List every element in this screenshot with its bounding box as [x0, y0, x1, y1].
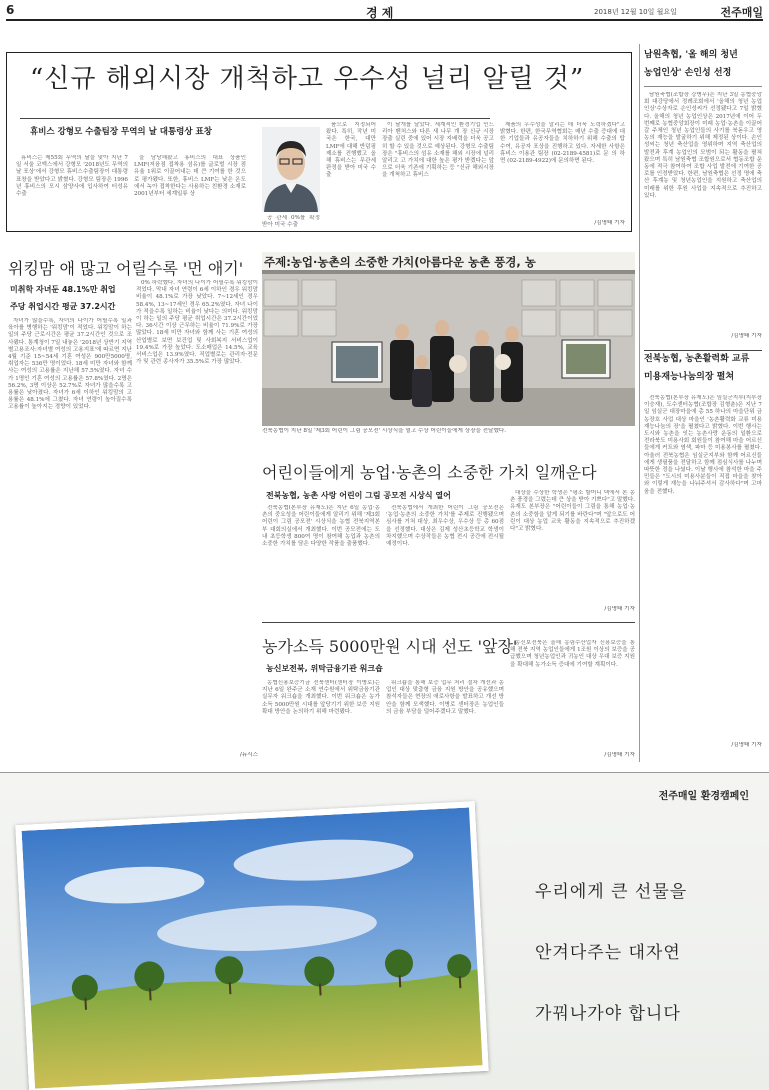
award-headline-1: 남원축협, '올 해의 청년 [644, 50, 738, 60]
photo-banner: 주제:농업·농촌의 소중한 가치(아름다운 농촌 풍경, 농 [264, 255, 536, 269]
portrait-photo [262, 127, 320, 212]
interview-subhead: 휴비스 강형모 수출팀장 무역의 날 대통령상 표창 [30, 127, 212, 137]
jobs-subhead-2: 주당 취업시간 평균 37.2시간 [10, 302, 116, 311]
interview-col-3: 품으로 지정되어 왔다. 특히, 작년 미국은 한국, 대만 LMF에 대해 반덤핑 제소를 진행했고 올해 휴비스는 무관세 판정을 받아 미국 수출 [326, 122, 376, 179]
divider [20, 118, 490, 119]
interview-col-4: 이 날개를 달았다. 세계적인 환경기업 인드리아 벤처스와 다른 새 나무 개 장 신규 시장 장출 실린 중에 있어 시장 지배력을 더욱 공고히 할 수 있을 것으로 예상된다. 강형모 수출팀장은 "휴비스의 섬유 소재를 해외 시장에 널리 알리고 고 가치에 대한 높은 평가 받겠다는 앞으로 더욱 기존에 기획하는 등 "신규 해외시장을 개척하고 휴비스 [382, 122, 494, 179]
page-number: 6 [6, 3, 15, 17]
jobs-col-1: 자녀가 많을수록, 자녀의 나이가 어릴수록 일과 육아를 병행하는 '워킹맘'이 적었다. 워킹맘이 하는 일의 주당 근로시간은 평균 37.2시간인 것으로 조사됐다. 통계청이 7일 내놓은 '2018년 상반기 지역별고용조사:자녀별 여성의 고용지표'에 따르면 지난 4월 기준 15~54세 기혼 여성은 900만5000명, 취업자는 536만 명이었다. 18세 미만 자녀와 함께 사는 여성의 고용률은 지난해 57.5%였다. 자녀 수가 1명인 기혼 여성의 고용률은 57.8%였다. 2명은 56.2%, 3명 이상은 52.7%로 자녀가 많을수록 고용률은 낮아졌다. 자녀가 6세 이하인 워킹맘의 고용률은 48.1%에 그쳤다. 자녀 연령이 높아질수록 고용률이 높아지는 경향이 있었다. [8, 318, 132, 411]
interview-headline: “신규 해외시장 개척하고 우수성 널리 알릴 것” [30, 64, 585, 94]
interview-col-5: 제품의 우수성을 알리는 데 더욱 노력하겠다"고 밝혔다. 한편, 한국무역협회는 매년 수출 증대에 대한 기업들과 유공자들을 치하하기 위해 수출의 탑 수여, 유공자 포상을 진행하고 있다. 자세한 사항은 휴비스 이용관 팀장 (02-2189-4581)로 문 의 하 면 (02-2189-4922)에 문의하면 된다. [500, 122, 625, 165]
environment-ad [0, 772, 769, 1090]
interview-col-1: 휴비스는 제55회 무역의 날을 맞아 지난 7일 서울 코엑스에서 강형모 '2018년도 무역의 날 포상'에서 강형모 휴비스수출팀장이 대통령 표창을 받았다고 밝혔다. 강형모 팀장은 1996년 휴비스의 모시 삼양사에 입사하여 터성유 수출 [16, 155, 128, 198]
ad-slogan-3: 가꿔나가야 합니다 [535, 1004, 681, 1024]
ad-campaign-title: 전주매일 환경캠페인 [658, 791, 749, 802]
interview-col-2: 을 담당해왔고 휴비스의 대표 상품인 LMF(저융점 접착용 섬유)를 글로벌 시장 점유율 1위로 이끌어내는 데 큰 기여를 한 것으로 평가됐다. 또한, 휴비스 LMF는 낮은 온도에서 녹아 접착한다는 사용하는 친환경 소재로 2001년부터 세계일류 상 [134, 155, 246, 198]
children-col-3: 대상을 수상한 학생은 "평소 할머니 댁에서 본 농촌 풍경을 그렸는데 큰 상을 받아 기쁘다"고 말했다. 유재도 본부장은 "어린이들이 그림을 통해 농업·농촌의 소중함을 알게 되기를 바란다"며 "앞으로도 어린이 대상 농업 교육 활동을 지속적으로 추진하겠다"고 밝혔다. [510, 490, 635, 533]
interview-col-3-tail: 공 관세 0%를 확정 받아 미국 수출 [262, 215, 320, 229]
photo-caption: 전북농협이 지난 8일 '제3회 어린이 그림 공모전' 시상식을 열고 수상 어린이들에게 상장을 전달했다. [262, 428, 507, 434]
column-divider [639, 44, 640, 762]
paper-name: 전주매일 [720, 6, 763, 19]
children-col-2: 전북농협에서 개최한 어린이 그림 공모전은 '농업·농촌의 소중한 가치'를 주제로 진행됐으며 심사를 거쳐 대상, 최우수상, 우수상 등 총 60점을 선정했다. 대상은 김제 성산초등학교 학생이 차지했으며 수상작들은 농협 전시 공간에 전시될 예정이다. [386, 505, 504, 548]
income-subhead: 농신보전북, 위탁금융기관 워크숍 [266, 664, 383, 673]
income-col-1: 농협신용보증기금 전북센터(센터장 이병로)는 지난 6일 완주군 소재 연수원에서 위탁금융기관 실무자 워크숍을 개최했다. 이번 워크숍은 농가소득 5000만원 시대를 앞당기기 위한 보증 지원 확대 방안을 논의하기 위해 마련됐다. [262, 680, 380, 715]
coop-headline-1: 전북농협, 농촌활력화 교류 [644, 354, 750, 364]
income-col-3: 농신보전북은 올해 농림수산업자 신용보증을 통해 전북 지역 농업인들에게 1조원 이상의 보증을 공급했으며 청년농업인과 귀농인 대상 우대 보증 지원을 확대해 농가소득 증대에 기여할 계획이다. [510, 640, 635, 668]
award-body: 남원축협(조합장 강병무)은 지난 3일 농협중앙회 대강당에서 정례조회에서 '올해의 청년 농업인상'수상자로 손인성씨가 선정됐다고 7일 밝혔다. 올해의 청년 농업인상은 2017년에 이어 두 번째로 농협중앙회장이 미래 농업·농촌을 이끌어갈 주체인 청년 농업인들의 사기를 북돋우고 영농의 재능을 발굴하기 위해 제정된 상이다. 손인성씨는 청년 축산업을 영위하며 지역 축산업의 발전과 후계 농업인의 모범이 되는 활동을 펼쳐 왔으며 특히 남원축협 조합원으로서 협동조합 운동에 적극 참여하여 조합 사업 발전에 기여한 공로를 인정받았다. 한편, 남원축협은 선정 명에 축산 후계농 및 청년농업인을 지원하고 축산업의 미래를 위한 후원 사업을 지속적으로 추진하고 있다. [644, 92, 762, 199]
award-byline: /김명태 기자 [731, 333, 762, 339]
issue-date: 2018년 12월 10일 월요일 [594, 8, 677, 16]
jobs-headline: 위킹맘 애 많고 어릴수록 '먼 애기' [8, 259, 244, 278]
children-subhead: 전북농협, 농촌 사랑 어린이 그림 공모전 시상식 열어 [266, 491, 451, 500]
children-byline: /김명태 기자 [604, 606, 635, 612]
nature-photo [15, 801, 489, 1090]
ad-slogan-2: 안겨다주는 대자연 [535, 943, 681, 963]
jobs-byline: /뉴시스 [239, 752, 258, 758]
jobs-col-2: 0% 하락했다. 자녀의 나이가 어릴수록 워킹맘이 적었다. 막내 자녀 연령이 6세 이하인 경우 워킹맘 비율이 48.1%로 가장 낮았다. 7~12세인 경우 58.4%, 13~17세인 경우 65.2%였다. 자녀 나이가 적을수록 일하는 비율이 낮다는 의미다. 워킹맘이 하는 일의 주당 평균 취업시간은 37.2시간이었다. 36시간 이상 근무하는 비율이 71.9%로 가장 많았다. 18세 미만 자녀와 함께 사는 기혼 여성의 산업별로 보면 보건업 및 사회복지 서비스업이 19.4%로 가장 높았다. 도소매업은 14.5%, 교육서비스업은 13.9%였다. 직업별로는 관리자·전문가 및 관련 종사자가 35.5%로 가장 많았다. [136, 280, 258, 366]
section-title: 경 제 [366, 6, 394, 20]
coop-headline-2: 미용재능나눔의장 펼쳐 [644, 372, 735, 382]
award-ceremony-photo [262, 252, 635, 426]
income-headline: 농가소득 5000만원 시대 선도 '앞장' [262, 637, 518, 656]
ad-slogan-1: 우리에게 큰 선물을 [535, 882, 688, 902]
children-col-1: 전북농협(본부장 유재도)은 지난 6일 농업·농촌의 중요성을 어린이들에게 알리기 위해 '제3회 어린이 그림 공모전' 시상식을 농협 전북지역본부 대회의실에서 개최했다. 이번 공모전에는 도내 초등학생 800여 명이 참여해 농업과 농촌의 소중한 가치를 담은 다양한 작품을 출품했다. [262, 505, 380, 548]
children-headline: 어린이들에게 농업·농촌의 소중한 가치 일깨운다 [262, 463, 597, 482]
coop-body: 전북농협(본부장 유재도)은 임실군지부(지부장 이승재), 도수센터농협(조합장 김형춘)은 지난 7일 임실군 대장마을에 총 55 하나의 마을단위 금 농장호 사업 대상 마을인 '농촌활력화 교류 미용재능나눔의 장'을 펼쳤다고 밝혔다. 이번 행사는 도시와 농촌을 잇는 농촌사랑 운동의 일환으로 전라북도 미용사회 회원들이 참여해 마을 어르신들에게 커트와 염색, 파마 등 미용봉사를 펼쳤다. 아울러 전북농협은 임실군지부와 함께 어르신들에게 생필품을 전달하고 함께 점심식사를 나누며 따뜻한 정을 나눴다. 이날 행사에 참석한 마을 주민들은 "도시의 미용사분들이 직접 마을을 찾아와 이렇게 재능을 나눠주셔서 감사하다"며 고마움을 전했다. [644, 395, 762, 495]
coop-byline: /김명태 기자 [731, 742, 762, 748]
income-byline: /김명태 기자 [604, 752, 635, 758]
divider [644, 86, 762, 87]
interview-byline: /김명태 기자 [594, 220, 625, 226]
award-headline-2: 농업인상' 손인성 선정 [644, 68, 732, 78]
masthead [6, 3, 763, 21]
divider [262, 622, 635, 623]
divider [644, 350, 762, 351]
jobs-subhead-1: 미취학 자녀둔 48.1%만 취업 [10, 285, 116, 294]
income-col-2: 워크숍을 통해 보증 업무 처리 절차 개선과 농업인 대상 맞춤형 금융 지원 방안을 공유했으며 참석자들은 현장의 애로사항을 발표하고 개선 방안을 함께 모색했다. 이병로 센터장은 농업인들의 금융 부담을 덜어주겠다고 말했다. [386, 680, 504, 715]
